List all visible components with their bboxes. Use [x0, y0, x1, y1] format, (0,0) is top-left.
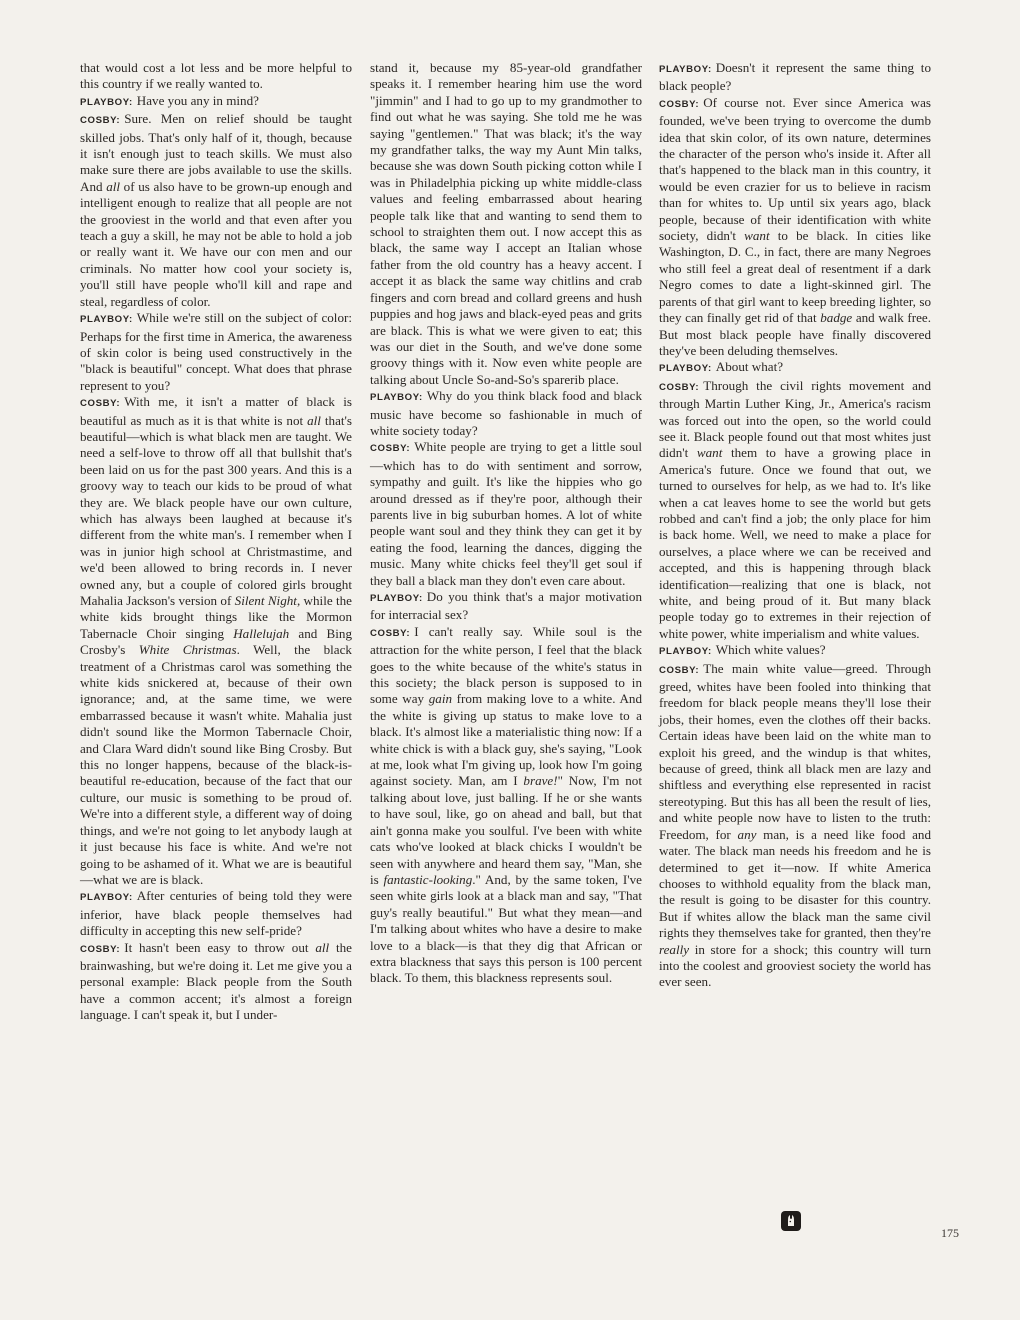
paragraph: [659, 661, 931, 991]
speaker-label: PLAYBOY:: [80, 96, 133, 108]
paragraph: [80, 60, 352, 93]
paragraph-text: Have you any in mind?: [136, 92, 259, 108]
paragraph: [80, 888, 352, 939]
speaker-label: COSBY:: [80, 115, 121, 127]
paragraph: [80, 111, 352, 310]
speaker-label: PLAYBOY:: [659, 646, 712, 658]
paragraph: [370, 388, 642, 439]
paragraph: [370, 589, 642, 624]
paragraph-text: stand it, because my 85-year-old grandfather speaks it. I remember hearing him use the word "jimmin" and I had to go up to my grandmother to find out what he was saying. She told me he was saying "gentlemen." That was black; it's the way my grandfather talks, the way my Aunt Min talks, because she was down South picking cotton while I was in Philadelphia picking up white middle-class values and feeling embarrassed about hearing people talk like that and wanting to send them to school to straighten them out. I now accept this as black, the same way I accept an Italian whose father from the old country has a heavy accent. I accept it as black the same way chitlins and crab fingers and corn bread and collard greens and hush puppies and hog jaws and black-eyed peas and grits are black. This is what we were given to eat; this was our diet in the South, and we've done some groovy things with it. Now even white people are talking about Uncle So-and-So's sparerib place.: [370, 60, 642, 387]
paragraph: [370, 439, 642, 589]
text-column-1: [80, 60, 352, 1024]
text-column-3: [659, 60, 931, 991]
speaker-label: COSBY:: [80, 398, 121, 410]
speaker-label: COSBY:: [659, 98, 700, 110]
paragraph-text: Doesn't it represent the same thing to black people?: [659, 60, 931, 94]
paragraph-text: The main white value—greed. Through greed, whites have been fooled into thinking that freedom for black people means they'll lose their jobs, their homes, even the clothes off their backs. Certain ideas have been laid on the white man to exploit his greed, and the windup is that whites, because of greed, think all black men are lazy and shiftless and everything else represented in racist stereotyping. But this has all been the result of lies, and white people now have to listen to the truth: Freedom, for any man, is a need like food and water. The black man needs his freedom and he is determined to get it—now. If white America chooses to withhold equality from the black man, the result is going to be disaster for this country. But if whites allow the black man the same civil rights they themselves take for granted, then they're really in store for a shock; this country will turn into the coolest and grooviest society the world has ever seen.: [659, 660, 931, 990]
paragraph-text: Sure. Men on relief should be taught skilled jobs. That's only half of it, though, because it isn't enough just to teach skills. We must also make sure there are jobs available to use the skills. And all of us also have to be grown-up enough and intelligent enough to realize that all people are not the grooviest in the world and that even after you teach a guy a skill, he may not be able to hold a job or really want it. We have our con men and our criminals. No matter how cool your society is, you'll still have people who'll kill and rape and steal, regardless of color.: [80, 111, 352, 309]
paragraph: [659, 60, 931, 95]
paragraph-text: that would cost a lot less and be more helpful to this country if we really wanted to.: [80, 60, 352, 92]
paragraph: [659, 95, 931, 360]
paragraph-text: Of course not. Ever since America was founded, we've been trying to overcome the dumb idea that skin color, of its own nature, determines the character of the person who's inside it. After all that's happened to the black man in this country, it would be even crazier for us to believe in racism than for whites to. Up until six years ago, black people, because of their identification with white society, didn't want to be black. In cities like Washington, D. C., in fact, there are many Negroes who still feel a great deal of resentment if a dark Negro comes to date a light-skinned girl. The parents of that girl want to keep breeding lighter, so they can finally get rid of that badge and walk free. But most black people have finally discovered they've been deluding themselves.: [659, 94, 932, 358]
paragraph-text: I can't really say. While soul is the attraction for the white person, I feel that the black goes to the white because of the white's status in this society; the black person is supposed to in some way gain from making love to a white. And the white is giving up status to make love to a black. It's almost like a materialistic thing now: If a white chick is with a black guy, she's saying, "Look at me, look what I'm giving up, look how I'm going against society. Man, am I brave!" Now, I'm not talking about love, just balling. If he or she wants to have soul, like, go on ahead and ball, but that ain't gonna make you soulful. I've been with white cats who've looked at black chicks I wouldn't be seen with anywhere and heard them say, "Man, she is fantastic-looking." And, by the same token, I've seen white girls look at a black man and say, "That guy's really beautiful." But what they mean—and I'm talking about whites who have a desire to make love to a black—is that they dig that African or extra blackness that says this person is 100 percent black. To them, this blackness represents soul.: [370, 623, 642, 986]
speaker-label: COSBY:: [659, 381, 700, 393]
paragraph: [80, 310, 352, 394]
paragraph: [80, 940, 352, 1024]
paragraph-text: Which white values?: [715, 642, 826, 658]
speaker-label: COSBY:: [370, 627, 411, 639]
paragraph-text: With me, it isn't a matter of black is beautiful as much as it is that white is not all that's beautiful—which is what black men are taught. We need a self-love to throw off all that bullshit that's been laid on us for the past 300 years. And this is a groovy way to teach our kids to be proud of what they are. We black people have our own culture, which has always been laughed at because it's different from the white man's. I remember when I was in junior high school at Christmastime, and we'd been allowed to bring records in. I never owned any, but a couple of colored girls brought Mahalia Jackson's version of Silent Night, while the white kids brought things like the Mormon Tabernacle Choir singing Hallelujah and Bing Crosby's White Christmas. Well, the black treatment of a Christmas carol was something the white kids snickered at, because of their own ignorance; and, at the same time, we were embarrassed because it wasn't white. Mahalia just didn't sound like the Mormon Tabernacle Choir, and Clara Ward didn't sound like Bing Crosby. But this no longer happens, because of the black-is-beautiful re-education, because of the fact that our culture, our music is something to be proud of. We're into a different style, a different way of doing things, and we're not going to let anybody laugh at it just because his face is white. And we're not going to be ashamed of it. What we are is beautiful—what we are is black.: [80, 394, 352, 887]
speaker-label: PLAYBOY:: [80, 314, 133, 326]
paragraph: [659, 359, 931, 377]
paragraph: [370, 60, 642, 388]
paragraph: [80, 93, 352, 111]
paragraph-text: Do you think that's a major motivation for interracial sex?: [370, 589, 642, 623]
speaker-label: COSBY:: [370, 443, 411, 455]
speaker-label: PLAYBOY:: [80, 892, 133, 904]
playboy-rabbit-logo-icon: [781, 1211, 801, 1231]
page-number: 175: [941, 1226, 959, 1240]
paragraph: [370, 624, 642, 987]
speaker-label: PLAYBOY:: [370, 593, 423, 604]
paragraph-text: About what?: [715, 359, 784, 375]
paragraph-text: Why do you think black food and black music have become so fashionable in much of white society today?: [370, 388, 642, 438]
paragraph-text: While we're still on the subject of color: Perhaps for the first time in America, the awareness of skin color is being used constructively in the "black is beautiful" concept. What does that phrase represent to you?: [80, 310, 352, 393]
paragraph: [659, 642, 931, 660]
paragraph-text: After centuries of being told they were inferior, have black people themselves had difficulty in accepting this new self-pride?: [80, 888, 352, 939]
paragraph: [659, 378, 931, 643]
paragraph-text: It hasn't been easy to throw out all the brainwashing, but we're doing it. Let me give you a personal example: Black people from the South have a common accent; it's almost a foreign language. I can't speak it, but I under-: [80, 939, 352, 1023]
paragraph-text: Through the civil rights movement and through Martin Luther King, Jr., America's racism was forced out into the open, so the world could see it. Black people found out that most whites just didn't want them to have a growing place in America's future. Once we found that out, we turned to ourselves for help, as we had to. It's like when a cat leaves home to see the world but gets robbed and can't find a job; the only place for him is back home. Well, we need to make a place for ourselves, a place where we can be received and accepted, and this is happening through black identification—realizing that one is black, not white, and being proud of it. But many black people today go to extremes in their rejection of white power, white imperialism and white values.: [659, 377, 931, 641]
speaker-label: COSBY:: [659, 664, 700, 676]
paragraph: [80, 394, 352, 888]
speaker-label: PLAYBOY:: [370, 392, 423, 404]
speaker-label: PLAYBOY:: [659, 64, 712, 75]
speaker-label: PLAYBOY:: [659, 363, 712, 375]
paragraph-text: White people are trying to get a little soul—which has to do with sentiment and sorrow, sympathy and guilt. It's like the hippies who go around dressed as if they're poor, although their parents live in big suburban homes. A lot of white people want soul and they think they can get it by eating the food, learning the dances, digging the music. Many white chicks feel they'll get soul if they ball a black man they don't even care about.: [370, 439, 642, 588]
speaker-label: COSBY:: [80, 943, 121, 955]
text-column-2: [370, 60, 642, 987]
